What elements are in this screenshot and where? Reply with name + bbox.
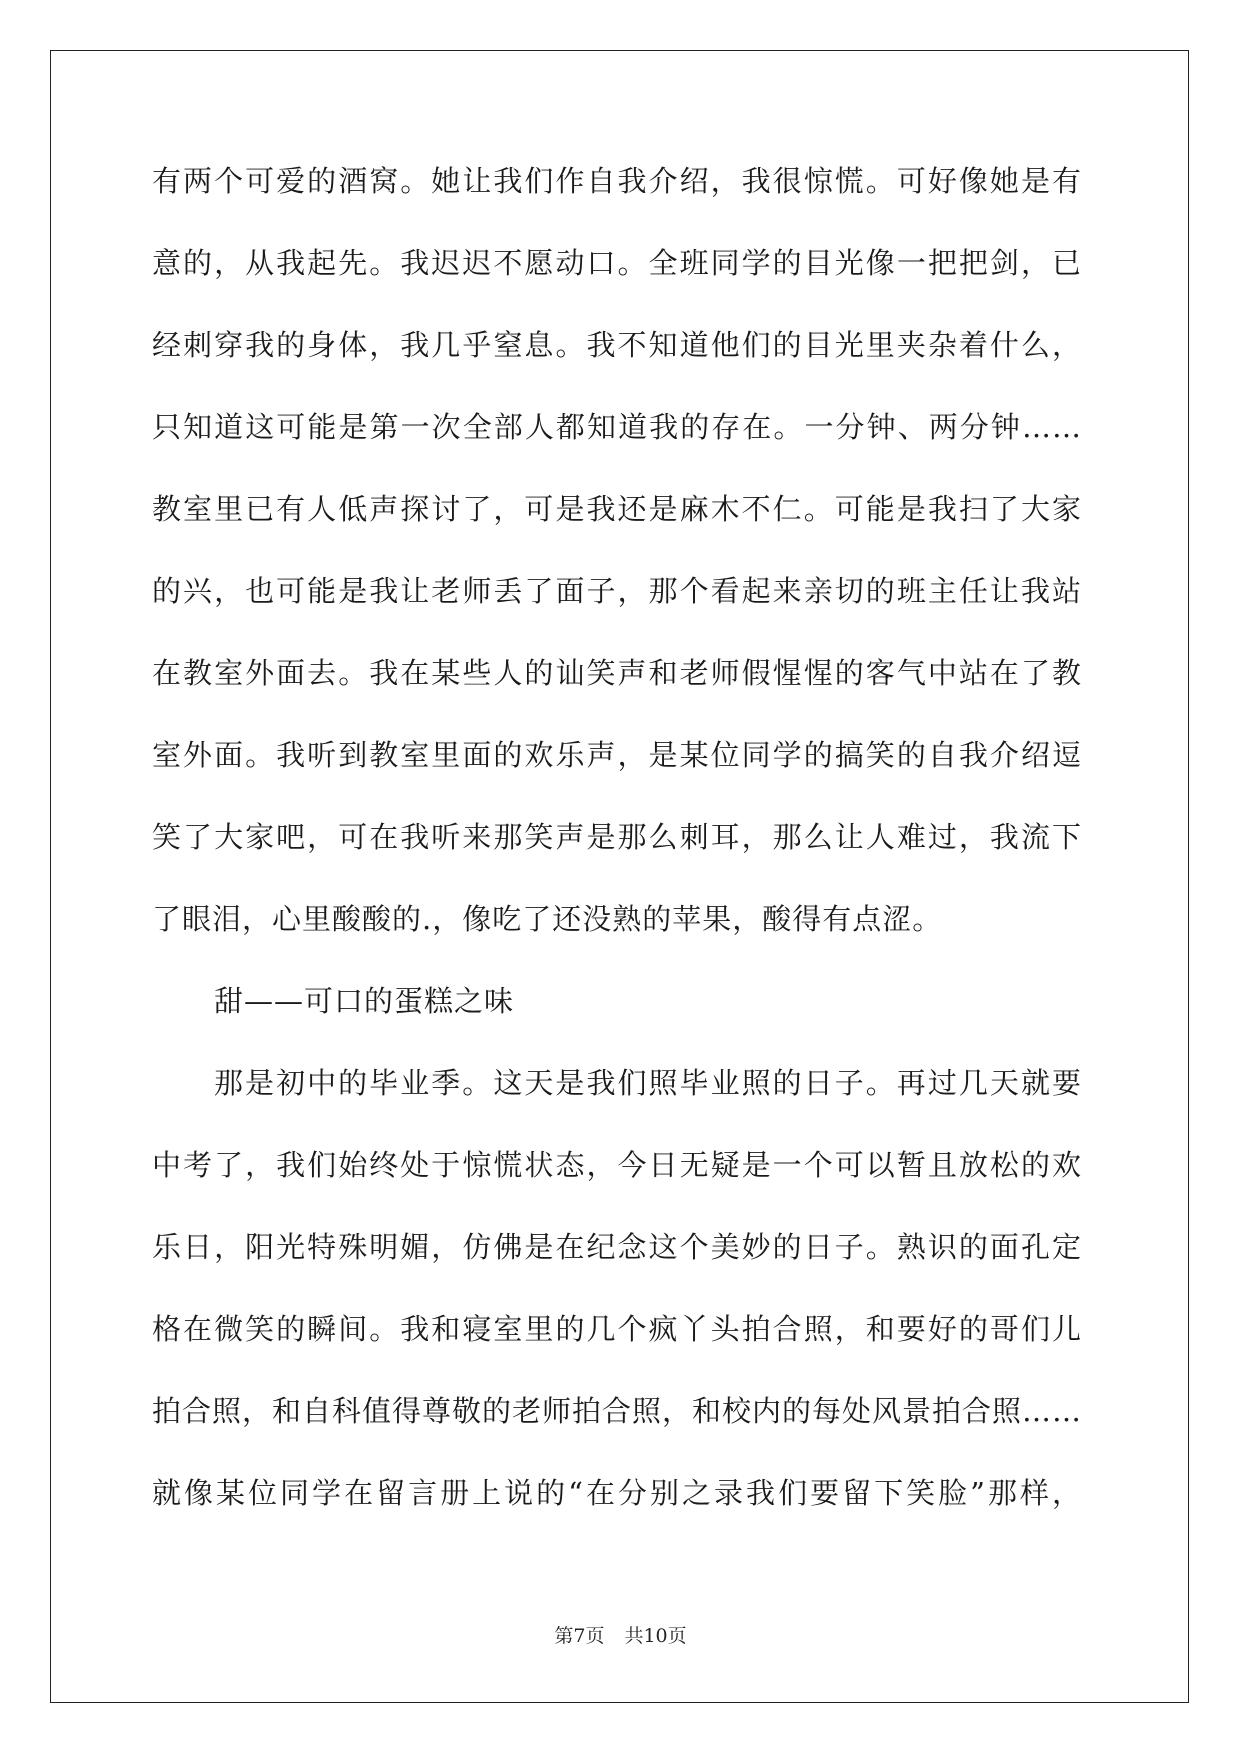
text-line: 的兴，也可能是我让老师丢了面子，那个看起来亲切的班主任让我站 bbox=[152, 574, 1082, 608]
page-number: 第7页 bbox=[554, 1625, 605, 1647]
text-line: 那是初中的毕业季。这天是我们照毕业照的日子。再过几天就要 bbox=[214, 1066, 1082, 1100]
text-line: 中考了，我们始终处于惊慌状态，今日无疑是一个可以暂且放松的欢 bbox=[152, 1148, 1082, 1182]
text-line: 意的，从我起先。我迟迟不愿动口。全班同学的目光像一把把剑，已 bbox=[152, 246, 1082, 280]
section-heading: 甜——可口的蛋糕之味 bbox=[214, 984, 515, 1018]
text-line: 乐日，阳光特殊明媚，仿佛是在纪念这个美妙的日子。熟识的面孔定 bbox=[152, 1230, 1082, 1264]
text-line: 格在微笑的瞬间。我和寝室里的几个疯丫头拍合照，和要好的哥们儿 bbox=[152, 1312, 1082, 1346]
text-line: 室外面。我听到教室里面的欢乐声，是某位同学的搞笑的自我介绍逗 bbox=[152, 738, 1082, 772]
text-line: 教室里已有人低声探讨了，可是我还是麻木不仁。可能是我扫了大家 bbox=[152, 492, 1082, 526]
text-line: 拍合照，和自科值得尊敬的老师拍合照，和校内的每处风景拍合照…… bbox=[152, 1394, 1083, 1428]
body-text bbox=[152, 160, 1082, 1554]
text-line: 了眼泪，心里酸酸的.，像吃了还没熟的苹果，酸得有点涩。 bbox=[152, 902, 943, 936]
text-line: 就像某位同学在留言册上说的“在分别之录我们要留下笑脸”那样， bbox=[152, 1476, 1082, 1510]
text-line: 经刺穿我的身体，我几乎窒息。我不知道他们的目光里夹杂着什么， bbox=[152, 328, 1082, 362]
text-line: 在教室外面去。我在某些人的讪笑声和老师假惺惺的客气中站在了教 bbox=[152, 656, 1082, 690]
text-line: 有两个可爱的酒窝。她让我们作自我介绍，我很惊慌。可好像她是有 bbox=[152, 164, 1082, 198]
text-line: 笑了大家吧，可在我听来那笑声是那么刺耳，那么让人难过，我流下 bbox=[152, 820, 1082, 854]
page-total: 共10页 bbox=[624, 1625, 687, 1647]
page-footer bbox=[0, 1624, 1241, 1648]
text-line: 只知道这可能是第一次全部人都知道我的存在。一分钟、两分钟…… bbox=[152, 410, 1082, 444]
